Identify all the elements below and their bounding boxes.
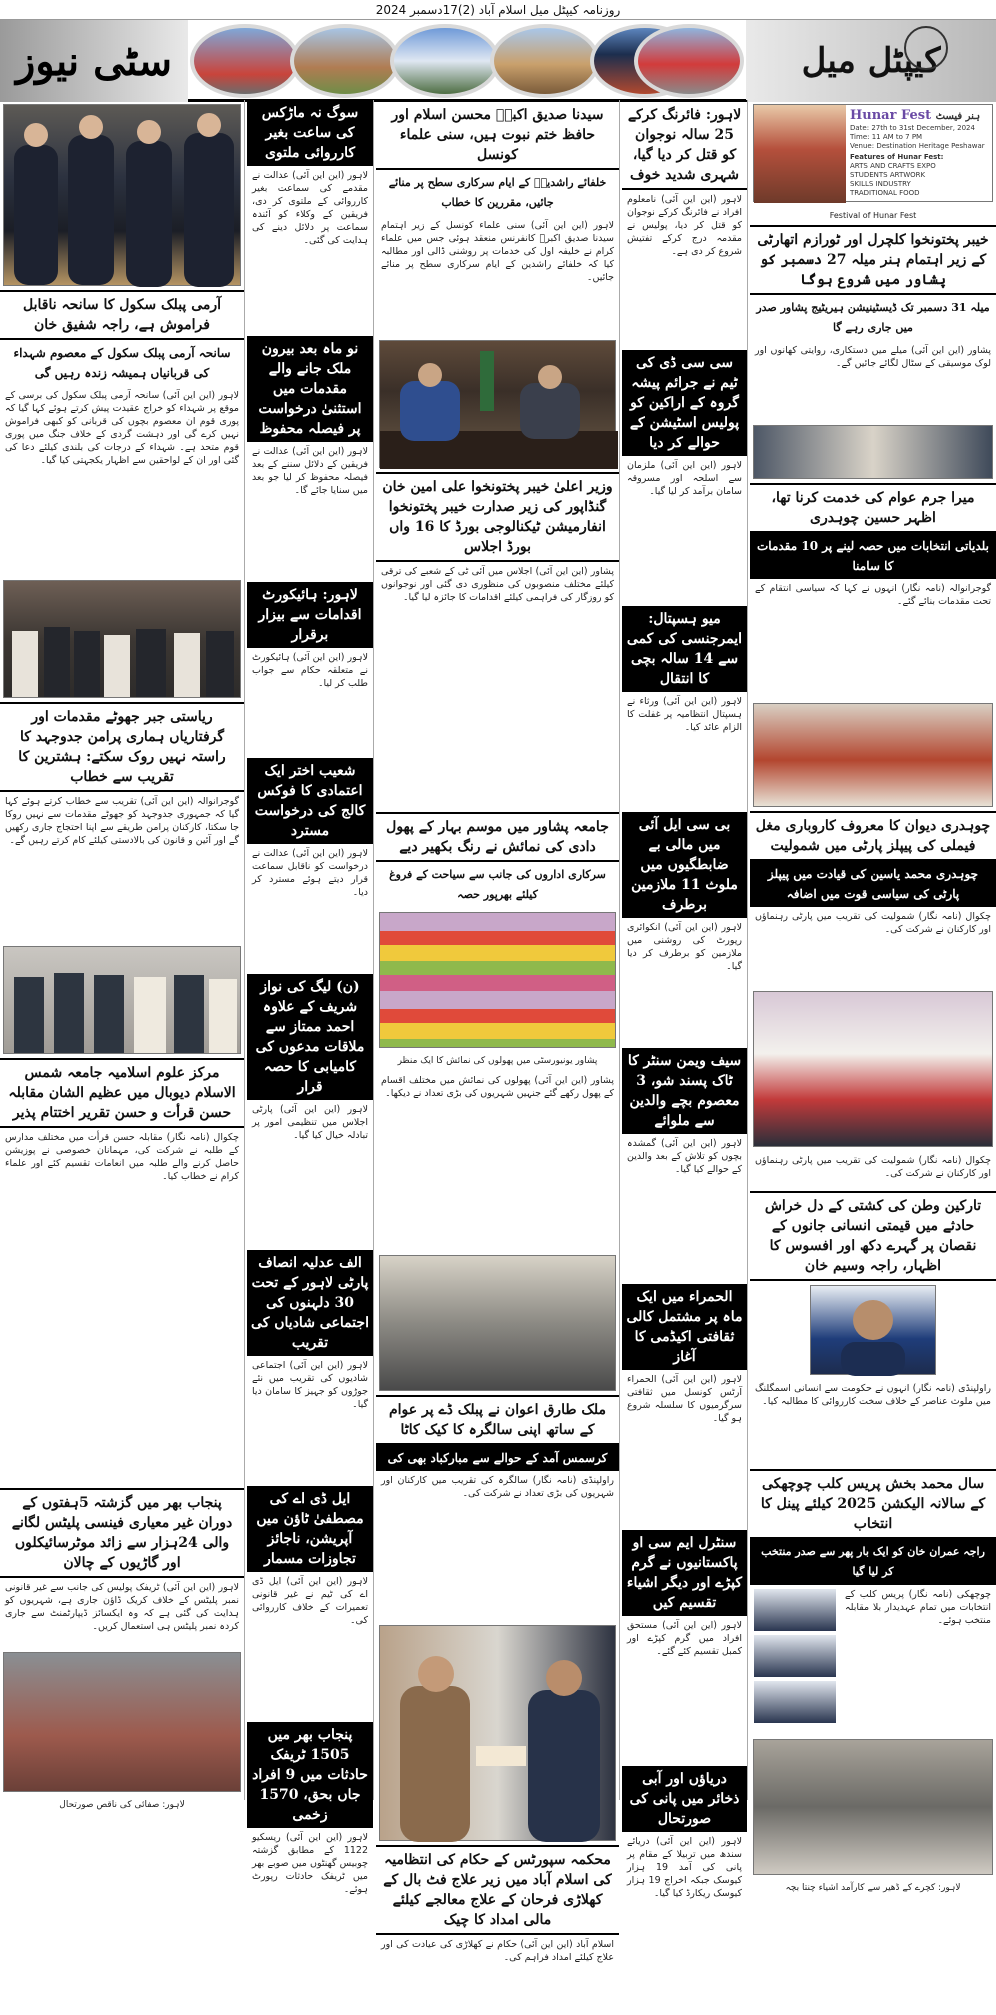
headline-boat-tragedy: تارکین وطن کی کشتی کے دل خراش حادثے میں قیمتی انسانی جانوں کے نقصان پر گہرے دکھ اور افسوس کا اظہار، راجہ وسیم خان <box>750 1191 996 1281</box>
press-club-portraits <box>750 1585 840 1735</box>
portrait-thumb <box>754 1681 836 1723</box>
headline-birthday-cake: ملک طارق اعوان نے پبلک ڈے پر عوام کے ساتھ اپنی سالگرہ کا کیک کاٹا <box>376 1395 619 1445</box>
photo-cm-meeting <box>379 340 616 468</box>
cheque-handover-figures-icon <box>380 1626 618 1842</box>
article-azhar-chaudhry: گوجرانوالہ (نامہ نگار) انہوں نے کہا کہ سیاسی انتقام کے تحت مقدمات بنائے گئے۔ <box>755 583 991 607</box>
headline-lda-operation: ایل ڈی اے کی مصطفیٰ ٹاؤن میں آپریشن، ناجائز تجاوزات مسمار <box>247 1486 373 1572</box>
photo-flower-show <box>379 912 616 1048</box>
column-1 <box>0 100 245 1810</box>
masthead-photo-1 <box>190 24 300 98</box>
headline-alhamra: الحمراء میں ایک ماہ پر مشتمل کالی ثقافتی اکیڈمی کا آغاز <box>622 1284 747 1370</box>
article-qirat: چکوال (نامہ نگار) مقابلہ حسن قرأت میں مختلف مدارس کے طلبہ نے شرکت کی، مہمانان خصوصی نے پوزیشن حاصل کرنے والے طلبہ میں انعامات تقسیم کئے اور علماء کرام نے خطاب کیا۔ <box>5 1132 239 1182</box>
article-mass-wedding: لاہور (این این آئی) اجتماعی شادیوں کی تقریب میں نئے جوڑوں کو جہیز کا سامان دیا گیا۔ <box>252 1360 368 1410</box>
headline-warm-clothes: سنٹرل ایم سی او پاکستانیوں نے گرم کپڑے اور دیگر اشیاء تقسیم کیں <box>622 1530 747 1616</box>
article-siddiq-akbar: لاہور (این این آئی) سنی علماء کونسل کے زیر اہتمام سیدنا صدیق اکبرؓ کانفرنس منعقد ہوئی جس میں علماء کرام نے خلیفہ اول کی خدمات پر روشنی ڈالی اور مطالبہ کیا کہ خلفائے راشدین کے ایام سرکاری سطح پر منائے جائیں۔ <box>381 220 614 283</box>
caption-child-garbage: لاہور: کچرے کے ڈھیر سے کارآمد اشیاء چنتا بچہ <box>785 1883 961 1893</box>
ad-hunar-feature: ARTS AND CRAFTS EXPO <box>850 162 936 170</box>
meeting-table-icon <box>380 341 618 469</box>
headline-qirat-competition: مرکز علوم اسلامیہ جامعہ شمس الاسلام دیوبال میں عظیم الشان مقابلہ حسن قرأت و حسن تقریر اختتام پذیر <box>0 1058 244 1128</box>
column-4 <box>622 100 748 1899</box>
ad-hunar-feature: SKILLS INDUSTRY <box>850 180 911 188</box>
officials-figures-icon <box>4 105 243 287</box>
article-case-adjourned: لاہور (این این آئی) عدالت نے مقدمے کی سماعت بغیر کارروائی کے ملتوی کر دی، فریقین کے وکلاء کو آئندہ سماعت پر دلائل دینے کی ہدایت کی گئی۔ <box>252 170 368 246</box>
article-safe-women-center: لاہور (این این آئی) گمشدہ بچوں کو تلاش کے بعد والدین کے حوالے کیا گیا۔ <box>627 1138 742 1175</box>
article-verdict-reserved: لاہور (این این آئی) عدالت نے فریقین کے دلائل سننے کے بعد فیصلہ محفوظ کر لیا جو بعد میں سنایا جائے گا۔ <box>252 446 368 496</box>
article-traffic-accidents: لاہور (این این آئی) ریسکیو 1122 کے مطابق گزشتہ چوبیس گھنٹوں میں صوبے بھر میں ٹریفک حادثات رپورٹ ہوئے۔ <box>252 1832 368 1895</box>
ad-hunar-title: Hunar Fest <box>850 108 932 123</box>
kicker-azhar-chaudhry: بلدیاتی انتخابات میں حصہ لینے پر 10 مقدمات کا سامنا <box>750 533 996 579</box>
ad-hunar-fest-image <box>754 105 846 203</box>
dateline: روزنامہ کیپٹل میل اسلام آباد (2)17دسمبر 2024 <box>0 0 996 20</box>
masthead-photo-3 <box>390 24 500 98</box>
article-ppp-joining: چکوال (نامہ نگار) شمولیت کی تقریب میں پارٹی رہنماؤں اور کارکنان نے شرکت کی۔ <box>755 911 991 935</box>
headline-azhar-chaudhry: میرا جرم عوام کی خدمت کرنا تھا، اظہر حسین چوہدری <box>750 483 996 533</box>
headline-college-petition: شعیب اختر ایک اعتمادی کا فوکس کالج کی درخواست مسترد <box>247 758 373 844</box>
article-mayo-hospital: لاہور (این این آئی) ورثاء نے ہسپتال انتظامیہ پر غفلت کا الزام عائد کیا۔ <box>627 696 742 733</box>
section-title: سٹی نیوز <box>15 37 173 85</box>
gathering-figures-icon <box>4 581 243 699</box>
column-5 <box>750 100 996 1893</box>
headline-mayo-hospital: میو ہسپتال: ایمرجنسی کی کمی سے 14 سالہ بچی کا انتقال <box>622 606 747 692</box>
headline-hunar-fest: خیبر پختونخوا کلچرل اور ٹورازم اتھارٹی کے زیر اہتمام ہنر میلہ 27 دسمبر کو پشاور میں شروع ہوگا <box>750 225 996 295</box>
headline-mass-wedding: الف عدلیہ انصاف پارٹی لاہور کے تحت 30 دلہنوں کی اجتماعی شادیاں کی تقریب <box>247 1250 373 1356</box>
headline-water-levels: دریاؤں اور آبی ذخائر میں پانی کی صورتحال <box>622 1766 747 1832</box>
kicker-hunar-fest: میلہ 31 دسمبر تک ڈیسٹینیشن ہیریٹیج پشاور صدر میں جاری رہے گا <box>756 301 990 334</box>
photo-party-joining <box>753 703 993 807</box>
photo-cheque-handover <box>379 1625 616 1841</box>
article-highcourt: لاہور (این این آئی) ہائیکورٹ نے متعلقہ حکام سے جواب طلب کر لیا۔ <box>252 652 368 689</box>
headline-traffic-accidents: پنجاب بھر میں 1505 ٹریفک حادثات میں 9 افراد جاں بحق، 1570 زخمی <box>247 1722 373 1828</box>
photo-child-garbage <box>753 1739 993 1875</box>
photo-madrasa-event <box>3 946 241 1054</box>
column-3 <box>376 100 620 1963</box>
headline-footballer-aid: محکمہ سپورٹس کے حکام کی انتظامیہ کی اسلام آباد میں زیر علاج فٹ بال کے کھلاڑی فرحان کے علاج معالجے کیلئے مالی امداد کا چیک <box>376 1845 619 1935</box>
photo-street-garbage <box>3 1652 241 1792</box>
kicker-siddiq-akbar: خلفائے راشدینؓ کے ایام سرکاری سطح پر منائے جائیں، مقررین کا خطاب <box>388 176 607 209</box>
article-employees-sacked: لاہور (این این آئی) انکوائری رپورٹ کی روشنی میں ملازمین کو برطرف کر دیا گیا۔ <box>627 922 742 972</box>
headline-siddiq-akbar: سیدنا صدیق اکبرؓ محسن اسلام اور حافظ ختم نبوت ہیں، سنی علماء کونسل <box>376 100 619 170</box>
headline-press-club: سال محمد بخش پریس کلب چوچھکی کے سالانہ الیکشن 2025 کیلئے پینل کا انتخاب <box>750 1469 996 1539</box>
photo-raja-waseem <box>810 1285 936 1375</box>
photo-officials-group <box>3 104 241 286</box>
ad-hunar-time: Time: 11 AM to 7 PM <box>850 133 923 141</box>
article-peaceful-struggle: گوجرانوالہ (این این آئی) تقریب سے خطاب کرتے ہوئے کہا گیا کہ جمہوری جدوجہد کو جھوٹے مقدمات سے نہیں روکا جا سکتا، کارکنان پرامن طریقے سے اپنا احتجاج جاری رکھیں گے اور آئین و قانون کی بالادستی کیلئے کام کرتے رہیں گے۔ <box>5 796 239 846</box>
press-club-block <box>750 1585 996 1735</box>
masthead-photo-2 <box>290 24 400 98</box>
headline-pmln-meeting: (ن) لیگ کی نواز شریف کے علاوہ احمد ممتاز سے ملاقات مدعوں کی کامیابی کا حصہ قرار <box>247 974 373 1100</box>
ad-hunar-feature: TRADITIONAL FOOD <box>850 189 920 197</box>
article-pmln-meeting: لاہور (این این آئی) پارٹی اجلاس میں تنظیمی امور پر تبادلہ خیال کیا گیا۔ <box>252 1104 368 1141</box>
headline-ppp-joining: چوہدری دیوان کا معروف کاروباری مغل فیملی کی پیپلز پارٹی میں شمولیت <box>750 811 996 861</box>
article-alhamra: لاہور (این این آئی) الحمراء آرٹس کونسل میں ثقافتی سرگرمیوں کا سلسلہ شروع ہو گیا۔ <box>627 1374 742 1424</box>
article-fancy-plates: لاہور (این این آئی) ٹریفک پولیس کی جانب سے غیر قانونی نمبر پلیٹس کے خلاف کریک ڈاؤن جاری ہے، شہریوں کو ہدایت کی گئی ہے کہ وہ ایکسائز ڈیپارٹمنٹ سے جاری کردہ نمبر پلیٹس ہی استعمال کریں۔ <box>5 1582 239 1632</box>
masthead <box>0 20 996 102</box>
ad-hunar-venue: Venue: Destination Heritage Peshawar <box>850 142 985 150</box>
ad-hunar-title-urdu: ہنر فیسٹ <box>935 111 981 122</box>
photo-gathering <box>3 580 241 698</box>
masthead-photo-strip <box>190 22 744 100</box>
headline-case-adjourned: سوگ نہ ماڑکس کی ساعت بغیر کارروائی ملتوی <box>247 100 373 166</box>
headline-aps-tribute: آرمی پبلک سکول کا سانحہ ناقابل فراموش ہے، راجہ شفیق خان <box>0 290 244 340</box>
caption-street: لاہور: صفائی کی ناقص صورتحال <box>59 1800 185 1810</box>
ad-hunar-features-title: Features of Hunar Fest: <box>850 153 944 161</box>
portrait-thumb <box>754 1589 836 1631</box>
article-hunar-fest: پشاور (این این آئی) میلے میں دستکاری، روایتی کھانوں اور لوک موسیقی کے سٹال لگائے جائیں گے۔ <box>755 345 991 369</box>
article-flower-show: پشاور (این این آئی) پھولوں کی نمائش میں مختلف اقسام کے پھول رکھے گئے جنہیں شہریوں کی بڑی تعداد نے دیکھا۔ <box>381 1075 614 1099</box>
kicker-ppp-joining: چوہدری محمد یاسین کی قیادت میں پیپلز پارٹی کی سیاسی قوت میں اضافہ <box>750 861 996 907</box>
article-press-club: چوچھکی (نامہ نگار) پریس کلب کے انتخابات میں تمام عہدیدار بلا مقابلہ منتخب ہوئے۔ <box>845 1589 991 1626</box>
masthead-photo-4 <box>490 24 600 98</box>
article-water-levels: لاہور (این این آئی) دریائے سندھ میں تربیلا کے مقام پر پانی کی آمد 19 ہزار کیوسک جبکہ اخراج 19 ہزار کیوسک ریکارڈ کیا گیا۔ <box>627 1836 742 1899</box>
headline-ccd-gang: سی سی ڈی کی ٹیم نے جرائم پیشہ گروہ کے اراکین کو پولیس اسٹیشن کے حوالے کر دیا <box>622 350 747 456</box>
article-warm-clothes: لاہور (این این آئی) مستحق افراد میں گرم کپڑے اور کمبل تقسیم کئے گئے۔ <box>627 1620 742 1657</box>
kicker-press-club: راجہ عمران خان کو ایک بار پھر سے صدر منتخب کر لیا گیا <box>750 1539 996 1585</box>
article-youth-shot: لاہور (این این آئی) نامعلوم افراد نے فائرنگ کرکے نوجوان کو قتل کر دیا، پولیس نے مقدمہ درج کرکے تفتیش شروع کر دی ہے۔ <box>627 194 742 257</box>
brand-name: کیپٹل میل <box>801 41 941 81</box>
article-footballer-aid: اسلام آباد (این این آئی) حکام نے کھلاڑی کی عیادت کی اور علاج کیلئے امداد فراہم کی۔ <box>381 1939 614 1963</box>
column-2 <box>247 100 374 1895</box>
masthead-photo-6 <box>634 24 744 98</box>
article-lda-operation: لاہور (این این آئی) ایل ڈی اے کی ٹیم نے غیر قانونی تعمیرات کے خلاف کارروائی کی۔ <box>252 1576 368 1626</box>
ad-hunar-dates: Date: 27th to 31st December, 2024 <box>850 124 975 132</box>
headline-highcourt: لاہور: ہائیکورٹ اقدامات سے بیزار برقرار <box>247 582 373 648</box>
ad-hunar-feature: STUDENTS ARTWORK <box>850 171 926 179</box>
kicker-aps: سانحہ آرمی پبلک سکول کے معصوم شہداء کی قربانیاں ہمیشہ زندہ رہیں گی <box>13 346 231 380</box>
kicker-birthday-cake: کرسمس آمد کے حوالے سے مبارکباد بھی کی <box>376 1445 619 1471</box>
headline-youth-shot: لاہور: فائرنگ کرکے 25 سالہ نوجوان کو قتل کر دیا گیا، شہری شدید خوف <box>622 100 747 190</box>
brand-logo-icon <box>904 26 948 70</box>
article-boat-tragedy: راولپنڈی (نامہ نگار) انہوں نے حکومت سے انسانی اسمگلنگ میں ملوث عناصر کے خلاف سخت کارروائی کا مطالبہ کیا۔ <box>755 1383 991 1407</box>
article-birthday-cake: راولپنڈی (نامہ نگار) سالگرہ کی تقریب میں کارکنان اور شہریوں کی بڑی تعداد نے شرکت کی۔ <box>381 1475 614 1499</box>
headline-peaceful-struggle: ریاستی جبر جھوٹے مقدمات اور گرفتاریاں ہماری پرامن جدوجہد کا راستہ نہیں روک سکتے: ہشترین کا تقریب سے خطاب <box>0 702 244 792</box>
photo-ceremony <box>753 991 993 1147</box>
headline-verdict-reserved: نو ماہ بعد بیرون ملک جانے والے مقدمات میں استثنیٰ درخواست پر فیصلہ محفوظ <box>247 336 373 442</box>
brand-panel <box>746 20 996 102</box>
ad-hunar-fest <box>753 104 993 202</box>
portrait-icon <box>811 1286 935 1376</box>
headline-fancy-plates: پنجاب بھر میں گزشتہ 5ہفتوں کے دوران غیر معیاری فینسی پلیٹس لگانے والی 24ہزار سے زائد موٹرسائیکلوں اور گاڑیوں کے چالان <box>0 1488 244 1578</box>
kicker-flower-show: سرکاری اداروں کی جانب سے سیاحت کے فروغ کیلئے بھرپور حصہ <box>389 868 606 901</box>
article-college-petition: لاہور (این این آئی) عدالت نے درخواست کو ناقابل سماعت قرار دیتے ہوئے مسترد کر دیا۔ <box>252 848 368 898</box>
portrait-thumb <box>754 1635 836 1677</box>
headline-safe-women-center: سیف ویمن سنٹر کا ٹاک پسند شو، 3 معصوم بچے والدین سے ملوائے <box>622 1048 747 1134</box>
article-ccd-gang: لاہور (این این آئی) ملزمان سے اسلحہ اور مسروقہ سامان برآمد کر لیا گیا۔ <box>627 460 742 497</box>
article-aps: لاہور (این این آئی) سانحہ آرمی پبلک سکول کی برسی کے موقع پر شہداء کو خراج عقیدت پیش کرتے ہوئے کہا گیا کہ پوری قوم ان معصوم بچوں کی قربانی کو کبھی فراموش نہیں کرے گی اور دہشت گردی کے خلاف جنگ میں پوری قوم متحد ہے۔ شہداء کے درجات کی بلندی کیلئے دعا کی گئی اور ان کے لواحقین سے اظہار یکجہتی کیا گیا۔ <box>5 390 239 466</box>
section-title-panel <box>0 20 188 102</box>
headline-flower-show: جامعہ پشاور میں موسم بہار کے پھول دادی کی نمائش نے رنگ بکھیر دیے <box>376 812 619 862</box>
photo-officials-meeting <box>753 425 993 479</box>
ad-hunar-caption: Festival of Hunar Fest <box>829 211 917 220</box>
headline-employees-sacked: بی سی ایل آئی میں مالی بے ضابطگیوں میں ملوث 11 ملازمین برطرف <box>622 812 747 918</box>
article-kp-it-board: پشاور (این این آئی) اجلاس میں آئی ٹی کے شعبے کی ترقی کیلئے مختلف منصوبوں کی منظوری دی گئی اور نوجوانوں کو روزگار کی فراہمی کیلئے اقدامات کا جائزہ لیا گیا۔ <box>381 566 614 603</box>
madrasa-figures-icon <box>4 947 243 1055</box>
article-ceremony-snippet: چکوال (نامہ نگار) شمولیت کی تقریب میں پارٹی رہنماؤں اور کارکنان نے شرکت کی۔ <box>755 1155 991 1179</box>
caption-flower-show: پشاور یونیورسٹی میں پھولوں کی نمائش کا ایک منظر <box>397 1056 598 1066</box>
headline-kp-it-board: وزیر اعلیٰ خیبر پختونخوا علی امین خان گنڈاپور کی زیر صدارت خیبر پختونخوا انفارمیشن ٹیکنالوجی بورڈ کا 16 واں بورڈ اجلاس <box>376 472 619 562</box>
photo-press-conference <box>379 1255 616 1391</box>
